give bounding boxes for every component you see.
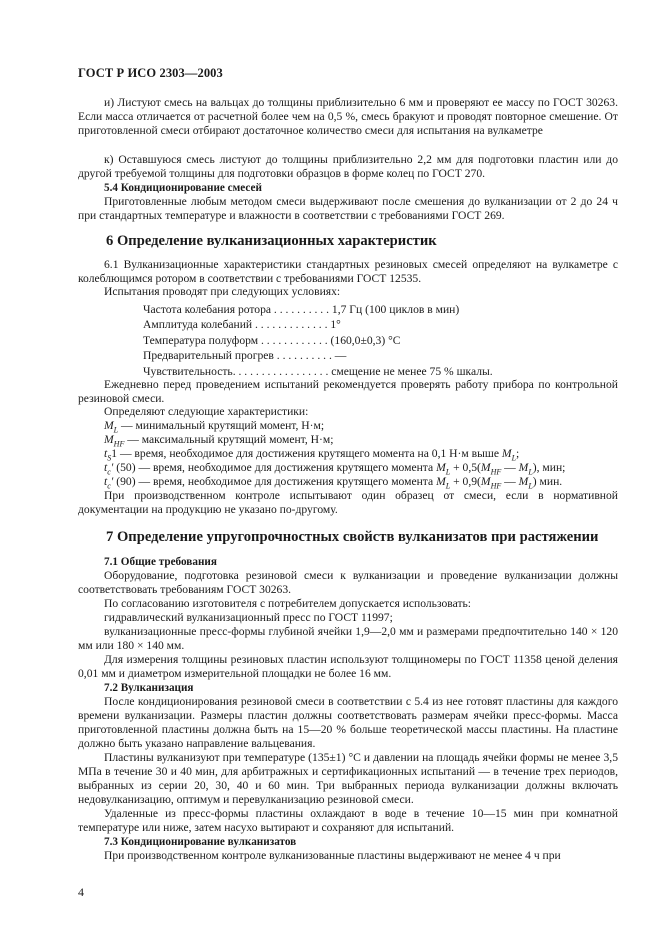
test-conditions-intro: Испытания проводят при следующих условиях: [104, 285, 341, 298]
agreement-paragraph: По согласованию изготовителя с потребителем допускается использовать: [104, 597, 472, 610]
molds-paragraph: вулканизационные пресс-формы глубиной ячейки 1,9—2,0 мм и размерами предпочтительно 140 × 120 мм или 180 × 140 мм. [78, 625, 618, 653]
param-row: Предварительный прогрев . . . . . . . . . . — [143, 349, 347, 363]
subsection-5-4-paragraph: Приготовленные любым методом смеси выдерживают после смешения до вулканизации от 2 до 24 ч при стандартных температуре и влажности в соответствии с требованиями ГОСТ 269. [78, 195, 618, 223]
vulcanization-time-paragraph: Пластины вулканизуют при температуре (135±1) °С и давлении на площадь ячейки формы не менее 3,5 МПа в течение 30 и 40 мин, для арбитражных и сертификационных испытаний — в течение трех периодов, выбранных из серии 20, 30, 40 и 60 мин. Три выбранных периода вулканизации должны включать недовулканизацию, оптимум и перевулканизацию резиновой смеси. [78, 751, 618, 807]
press-paragraph: гидравлический вулканизационный пресс по ГОСТ 11997; [104, 611, 393, 624]
characteristic-ts1-text: — время, необходимое для достижения крутящего момента на 0,1 Н·м выше [119, 447, 499, 460]
characteristics-intro: Определяют следующие характеристики: [104, 405, 309, 418]
param-row: Чувствительность. . . . . . . . . . . . . . . . . смещение не менее 75 % шкалы. [143, 364, 493, 378]
characteristic-tc50-text: — время, необходимое для достижения крутящего момента [138, 461, 434, 474]
cooling-paragraph: Удаленные из пресс-формы пластины охлаждают в воде в течение 10—15 мин при комнатной температуре или ниже, затем насухо вытирают и сохраняют для испытаний. [78, 807, 618, 835]
characteristic-ml: $M_L$ — минимальный крутящий момент, Н·м; [104, 419, 325, 435]
characteristic-tc90-text: — время, необходимое для достижения крутящего момента [138, 475, 434, 488]
section-6-1-paragraph: 6.1 Вулканизационные характеристики стандартных резиновых смесей определяют на вулкаметре с колеблющимся ротором в соответствии с требованиями ГОСТ 12535. [78, 258, 618, 286]
thickness-paragraph: Для измерения толщины резиновых пластин используют толщиномеры по ГОСТ 11358 ценой деления 0,01 мм и диаметром измерительной площадки не более 16 мм. [78, 653, 618, 681]
subsection-7-3-heading: 7.3 Кондиционирование вулканизатов [104, 836, 297, 848]
production-control-paragraph: При производственном контроле испытывают один образец от смеси, если в нормативной документации на продукцию не указано по-другому. [78, 489, 618, 517]
item-k-paragraph: к) Оставшуюся смесь листуют до толщины приблизительно 2,2 мм для подготовки пластин или до другой требуемой толщины для подготовки образцов в форме колец по ГОСТ 270. [78, 153, 618, 181]
daily-check-paragraph: Ежедневно перед проведением испытаний рекомендуется проверять работу прибора по контрольной резиновой смеси. [78, 378, 618, 406]
param-row: Частота колебания ротора . . . . . . . . . . 1,7 Гц (100 циклов в мин) [143, 303, 460, 316]
param-row: Амплитуда колебаний . . . . . . . . . . . . . 1° [143, 318, 341, 332]
characteristic-ts1: $t_S1$ — время, необходимое для достижения крутящего момента на 0,1 Н·м выше $M_L$; [104, 447, 520, 463]
test-conditions-list [143, 302, 493, 379]
subsection-7-2-heading: 7.2 Вулканизация [104, 682, 194, 694]
characteristic-tc90: $t_c'$ (90) — время, необходимое для достижения крутящего момента $M_L + 0,9(M_{HF}$ — $M_L$) мин. [104, 475, 563, 491]
section-7-heading: 7 Определение упругопрочностных свойств вулканизатов при растяжении [106, 529, 599, 545]
subsection-7-1-paragraph: Оборудование, подготовка резиновой смеси к вулканизации и проведение вулканизации должны соответствовать требованиям ГОСТ 30263. [78, 569, 618, 597]
subsection-7-3-paragraph: При производственном контроле вулканизованные пластины выдерживают не менее 4 ч при [104, 849, 561, 862]
characteristic-tc50: $t_c'$ (50) — время, необходимое для достижения крутящего момента $M_L + 0,5(M_{HF}$ — $M_L$), мин; [104, 461, 566, 477]
characteristic-mhf-text: — максимальный крутящий момент, Н·м; [127, 433, 334, 446]
subsection-7-1-heading: 7.1 Общие требования [104, 556, 217, 568]
subsection-7-2-paragraph: После кондиционирования резиновой смеси в соответствии с 5.4 из нее готовят пластины для каждого времени вулканизации. Размеры пластин должны соответствовать размерам ячейки пресс-формы. Масса приготовленной пластины должна быть на 15—20 % больше теоретической массы пластины. На пластине должно быть указано направление вальцевания. [78, 695, 618, 751]
characteristic-ml-text: — минимальный крутящий момент, Н·м; [121, 419, 325, 432]
item-i-paragraph: и) Листуют смесь на вальцах до толщины приблизительно 6 мм и проверяют ее массу по ГОСТ 30263. Если масса отличается от расчетной более чем на 0,5 %, смесь бракуют и проводят повторное смешение. От приготовленной смеси отбирают достаточное количество смеси для испытания на вулкаметре [78, 96, 618, 138]
document-header: ГОСТ Р ИСО 2303—2003 [78, 66, 223, 80]
section-6-heading: 6 Определение вулканизационных характеристик [106, 233, 437, 249]
page-number: 4 [78, 885, 84, 899]
param-row: Температура полуформ . . . . . . . . . . . . (160,0±0,3) °С [143, 333, 401, 347]
characteristic-mhf: $M_{HF}$ — максимальный крутящий момент, Н·м; [104, 433, 334, 449]
subsection-5-4-heading: 5.4 Кондиционирование смесей [104, 182, 262, 194]
